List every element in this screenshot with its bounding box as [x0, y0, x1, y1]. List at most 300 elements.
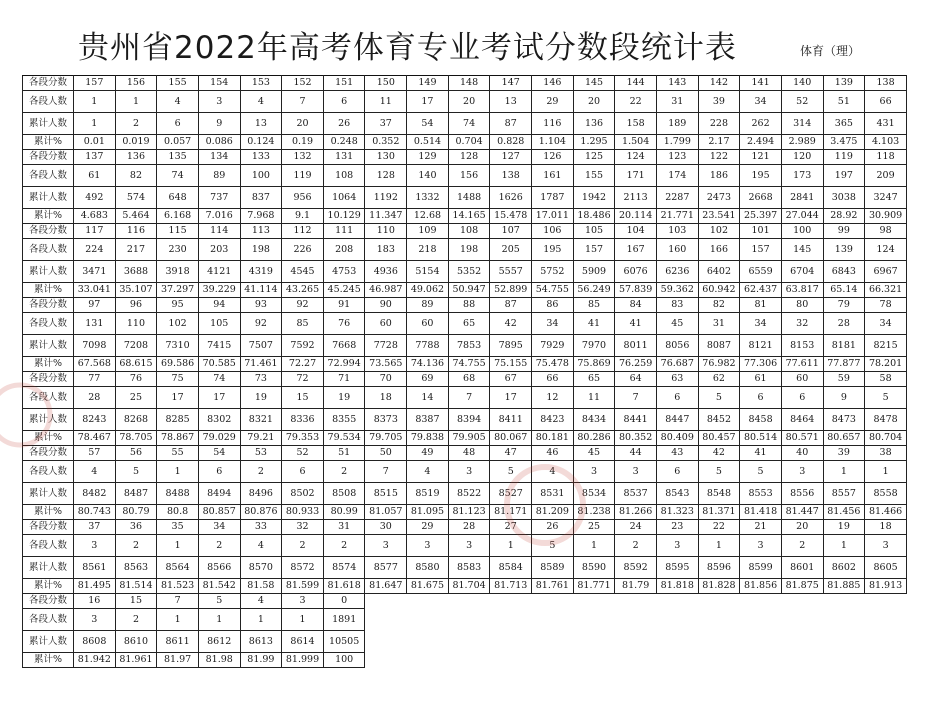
- row-label: 各段人数: [23, 91, 74, 113]
- score-cell: 63: [656, 372, 698, 387]
- count-cell: 217: [115, 239, 157, 261]
- cumulative-cell: 4319: [240, 261, 282, 283]
- score-cell: 144: [615, 76, 657, 91]
- count-cell: 1: [573, 535, 615, 557]
- percent-cell: 81.266: [615, 505, 657, 520]
- count-cell: 3: [365, 535, 407, 557]
- score-cell: 50: [365, 446, 407, 461]
- count-cell: 203: [198, 239, 240, 261]
- count-cell: 2: [240, 461, 282, 483]
- empty-cell: [407, 653, 449, 668]
- count-row: [23, 609, 907, 631]
- score-row: [23, 150, 907, 165]
- score-cell: 94: [198, 298, 240, 313]
- score-cell: 38: [865, 446, 907, 461]
- percent-cell: 81.97: [157, 653, 199, 668]
- count-cell: 34: [865, 313, 907, 335]
- row-label: 各段分数: [23, 446, 74, 461]
- empty-cell: [407, 594, 449, 609]
- count-cell: 195: [532, 239, 574, 261]
- cumulative-row: [23, 261, 907, 283]
- count-cell: 32: [781, 313, 823, 335]
- score-cell: 152: [282, 76, 324, 91]
- percent-cell: 0.124: [240, 135, 282, 150]
- score-cell: 98: [865, 224, 907, 239]
- cumulative-cell: 8566: [198, 557, 240, 579]
- cumulative-cell: 262: [740, 113, 782, 135]
- score-cell: 46: [532, 446, 574, 461]
- score-cell: 113: [240, 224, 282, 239]
- count-cell: 31: [698, 313, 740, 335]
- count-cell: 5: [740, 461, 782, 483]
- row-label: 累计%: [23, 431, 74, 446]
- score-cell: 121: [740, 150, 782, 165]
- score-cell: 54: [198, 446, 240, 461]
- count-cell: 19: [323, 387, 365, 409]
- row-label: 各段分数: [23, 520, 74, 535]
- score-cell: 88: [448, 298, 490, 313]
- percent-cell: 78.467: [74, 431, 116, 446]
- percent-cell: 81.79: [615, 579, 657, 594]
- cumulative-cell: 8181: [823, 335, 865, 357]
- percent-cell: 81.057: [365, 505, 407, 520]
- empty-cell: [448, 631, 490, 653]
- cumulative-cell: 956: [282, 187, 324, 209]
- percent-cell: 68.615: [115, 357, 157, 372]
- cumulative-cell: 8583: [448, 557, 490, 579]
- percent-cell: 80.657: [823, 431, 865, 446]
- percent-cell: 1.799: [656, 135, 698, 150]
- percent-cell: 50.947: [448, 283, 490, 298]
- score-cell: 36: [115, 520, 157, 535]
- cumulative-cell: 1332: [407, 187, 449, 209]
- cumulative-cell: 228: [698, 113, 740, 135]
- percent-cell: 56.249: [573, 283, 615, 298]
- score-cell: 21: [740, 520, 782, 535]
- cumulative-cell: 8373: [365, 409, 407, 431]
- count-cell: 205: [490, 239, 532, 261]
- cumulative-cell: 8473: [823, 409, 865, 431]
- count-cell: 6: [282, 461, 324, 483]
- cumulative-cell: 365: [823, 113, 865, 135]
- percent-cell: 76.259: [615, 357, 657, 372]
- percent-cell: 79.353: [282, 431, 324, 446]
- percent-cell: 0.057: [157, 135, 199, 150]
- count-cell: 3: [781, 461, 823, 483]
- empty-cell: [781, 609, 823, 631]
- percent-cell: 23.541: [698, 209, 740, 224]
- row-label: 各段分数: [23, 150, 74, 165]
- score-cell: 3: [282, 594, 324, 609]
- empty-cell: [656, 653, 698, 668]
- empty-cell: [865, 631, 907, 653]
- count-cell: 128: [365, 165, 407, 187]
- count-cell: 3: [615, 461, 657, 483]
- cumulative-cell: 8602: [823, 557, 865, 579]
- row-label: 累计%: [23, 209, 74, 224]
- count-cell: 41: [615, 313, 657, 335]
- cumulative-cell: 4936: [365, 261, 407, 283]
- score-cell: 74: [198, 372, 240, 387]
- percent-cell: 72.994: [323, 357, 365, 372]
- row-label: 各段人数: [23, 165, 74, 187]
- cumulative-cell: 87: [490, 113, 532, 135]
- row-label: 累计人数: [23, 409, 74, 431]
- percent-cell: 3.475: [823, 135, 865, 150]
- cumulative-cell: 8488: [157, 483, 199, 505]
- score-cell: 57: [74, 446, 116, 461]
- cumulative-cell: 7895: [490, 335, 532, 357]
- count-cell: 9: [823, 387, 865, 409]
- count-cell: 4: [240, 535, 282, 557]
- percent-cell: 75.478: [532, 357, 574, 372]
- cumulative-cell: 8558: [865, 483, 907, 505]
- cumulative-cell: 431: [865, 113, 907, 135]
- percent-cell: 81.942: [74, 653, 116, 668]
- count-cell: 173: [781, 165, 823, 187]
- score-cell: 115: [157, 224, 199, 239]
- count-row: [23, 165, 907, 187]
- cumulative-cell: 8508: [323, 483, 365, 505]
- percent-cell: 67.568: [74, 357, 116, 372]
- count-cell: 17: [407, 91, 449, 113]
- cumulative-cell: 8502: [282, 483, 324, 505]
- percent-cell: 63.817: [781, 283, 823, 298]
- cumulative-cell: 8434: [573, 409, 615, 431]
- count-cell: 198: [240, 239, 282, 261]
- empty-cell: [573, 594, 615, 609]
- row-label: 累计人数: [23, 187, 74, 209]
- percent-cell: 70.585: [198, 357, 240, 372]
- percent-cell: 74.755: [448, 357, 490, 372]
- score-cell: 101: [740, 224, 782, 239]
- score-cell: 99: [823, 224, 865, 239]
- empty-cell: [365, 631, 407, 653]
- score-row: [23, 372, 907, 387]
- score-cell: 62: [698, 372, 740, 387]
- score-cell: 64: [615, 372, 657, 387]
- count-cell: 3: [448, 461, 490, 483]
- score-cell: 103: [656, 224, 698, 239]
- count-cell: 85: [282, 313, 324, 335]
- percent-cell: 81.647: [365, 579, 407, 594]
- count-cell: 160: [656, 239, 698, 261]
- count-cell: 2: [615, 535, 657, 557]
- count-cell: 42: [490, 313, 532, 335]
- count-cell: 17: [157, 387, 199, 409]
- empty-cell: [573, 609, 615, 631]
- score-cell: 150: [365, 76, 407, 91]
- empty-cell: [698, 594, 740, 609]
- percent-cell: 28.92: [823, 209, 865, 224]
- percent-cell: 81.675: [407, 579, 449, 594]
- percent-cell: 81.818: [656, 579, 698, 594]
- cumulative-cell: 5557: [490, 261, 532, 283]
- row-label: 各段人数: [23, 239, 74, 261]
- empty-cell: [615, 609, 657, 631]
- percent-row: [23, 505, 907, 520]
- cumulative-cell: 8599: [740, 557, 782, 579]
- score-cell: 126: [532, 150, 574, 165]
- percent-cell: 81.447: [781, 505, 823, 520]
- score-cell: 52: [282, 446, 324, 461]
- cumulative-cell: 2841: [781, 187, 823, 209]
- cumulative-cell: 8153: [781, 335, 823, 357]
- count-row: [23, 91, 907, 113]
- count-cell: 76: [323, 313, 365, 335]
- score-cell: 51: [323, 446, 365, 461]
- percent-cell: 81.418: [740, 505, 782, 520]
- count-cell: 183: [365, 239, 407, 261]
- row-label: 各段分数: [23, 224, 74, 239]
- percent-cell: 1.104: [532, 135, 574, 150]
- score-cell: 106: [532, 224, 574, 239]
- empty-cell: [781, 631, 823, 653]
- score-cell: 134: [198, 150, 240, 165]
- cumulative-cell: 3918: [157, 261, 199, 283]
- percent-cell: 14.165: [448, 209, 490, 224]
- score-cell: 102: [698, 224, 740, 239]
- count-cell: 6: [781, 387, 823, 409]
- cumulative-cell: 8613: [240, 631, 282, 653]
- count-cell: 1: [490, 535, 532, 557]
- percent-cell: 0.01: [74, 135, 116, 150]
- percent-cell: 81.856: [740, 579, 782, 594]
- percent-cell: 71.461: [240, 357, 282, 372]
- score-cell: 154: [198, 76, 240, 91]
- cumulative-cell: 2668: [740, 187, 782, 209]
- cumulative-cell: 8592: [615, 557, 657, 579]
- empty-cell: [823, 653, 865, 668]
- score-cell: 75: [157, 372, 199, 387]
- percent-cell: 80.409: [656, 431, 698, 446]
- score-cell: 33: [240, 520, 282, 535]
- percent-cell: 6.168: [157, 209, 199, 224]
- cumulative-cell: 8215: [865, 335, 907, 357]
- score-row: [23, 298, 907, 313]
- cumulative-cell: 189: [656, 113, 698, 135]
- score-cell: 125: [573, 150, 615, 165]
- score-cell: 41: [740, 446, 782, 461]
- cumulative-cell: 7310: [157, 335, 199, 357]
- empty-cell: [698, 653, 740, 668]
- score-distribution-table: [22, 75, 907, 668]
- score-cell: 49: [407, 446, 449, 461]
- score-cell: 71: [323, 372, 365, 387]
- percent-cell: 81.542: [198, 579, 240, 594]
- percent-cell: 79.21: [240, 431, 282, 446]
- cumulative-cell: 8614: [282, 631, 324, 653]
- count-cell: 145: [781, 239, 823, 261]
- score-cell: 65: [573, 372, 615, 387]
- row-label: 各段人数: [23, 535, 74, 557]
- cumulative-cell: 8423: [532, 409, 574, 431]
- percent-row: [23, 431, 907, 446]
- empty-cell: [865, 594, 907, 609]
- cumulative-row: [23, 631, 907, 653]
- count-cell: 5: [490, 461, 532, 483]
- count-cell: 186: [698, 165, 740, 187]
- score-cell: 127: [490, 150, 532, 165]
- count-cell: 6: [740, 387, 782, 409]
- percent-cell: 77.611: [781, 357, 823, 372]
- cumulative-cell: 8056: [656, 335, 698, 357]
- cumulative-cell: 8522: [448, 483, 490, 505]
- score-row: [23, 76, 907, 91]
- count-cell: 14: [407, 387, 449, 409]
- score-cell: 140: [781, 76, 823, 91]
- cumulative-cell: 8563: [115, 557, 157, 579]
- cumulative-cell: 116: [532, 113, 574, 135]
- count-cell: 1: [823, 535, 865, 557]
- count-cell: 4: [407, 461, 449, 483]
- cumulative-cell: 8589: [532, 557, 574, 579]
- cumulative-cell: 8608: [74, 631, 116, 653]
- count-row: [23, 387, 907, 409]
- score-cell: 87: [490, 298, 532, 313]
- score-cell: 117: [74, 224, 116, 239]
- count-cell: 6: [656, 387, 698, 409]
- cumulative-cell: 7728: [365, 335, 407, 357]
- cumulative-cell: 8557: [823, 483, 865, 505]
- count-cell: 105: [198, 313, 240, 335]
- empty-cell: [615, 631, 657, 653]
- percent-cell: 62.437: [740, 283, 782, 298]
- score-cell: 0: [323, 594, 365, 609]
- cumulative-cell: 8519: [407, 483, 449, 505]
- score-cell: 16: [74, 594, 116, 609]
- count-cell: 1: [157, 609, 199, 631]
- empty-cell: [490, 631, 532, 653]
- percent-cell: 11.347: [365, 209, 407, 224]
- count-cell: 102: [157, 313, 199, 335]
- percent-cell: 4.103: [865, 135, 907, 150]
- cumulative-cell: 2113: [615, 187, 657, 209]
- score-cell: 40: [781, 446, 823, 461]
- count-cell: 82: [115, 165, 157, 187]
- cumulative-cell: 8482: [74, 483, 116, 505]
- count-cell: 5: [698, 387, 740, 409]
- score-cell: 44: [615, 446, 657, 461]
- cumulative-cell: 8243: [74, 409, 116, 431]
- count-cell: 4: [532, 461, 574, 483]
- score-cell: 111: [323, 224, 365, 239]
- count-cell: 4: [240, 91, 282, 113]
- percent-cell: 80.571: [781, 431, 823, 446]
- empty-cell: [823, 609, 865, 631]
- percent-cell: 46.987: [365, 283, 407, 298]
- percent-cell: 72.27: [282, 357, 324, 372]
- empty-cell: [532, 653, 574, 668]
- score-cell: 147: [490, 76, 532, 91]
- score-cell: 67: [490, 372, 532, 387]
- percent-cell: 7.016: [198, 209, 240, 224]
- row-label: 累计%: [23, 579, 74, 594]
- score-cell: 59: [823, 372, 865, 387]
- count-cell: 1: [198, 609, 240, 631]
- cumulative-cell: 8494: [198, 483, 240, 505]
- score-cell: 128: [448, 150, 490, 165]
- percent-cell: 80.933: [282, 505, 324, 520]
- cumulative-cell: 7788: [407, 335, 449, 357]
- empty-cell: [407, 631, 449, 653]
- percent-cell: 2.17: [698, 135, 740, 150]
- percent-cell: 80.8: [157, 505, 199, 520]
- percent-cell: 4.683: [74, 209, 116, 224]
- score-cell: 60: [781, 372, 823, 387]
- score-cell: 148: [448, 76, 490, 91]
- percent-cell: 77.877: [823, 357, 865, 372]
- cumulative-cell: 8387: [407, 409, 449, 431]
- score-cell: 15: [115, 594, 157, 609]
- count-cell: 25: [115, 387, 157, 409]
- percent-cell: 45.245: [323, 283, 365, 298]
- score-cell: 129: [407, 150, 449, 165]
- score-cell: 53: [240, 446, 282, 461]
- score-cell: 55: [157, 446, 199, 461]
- count-cell: 17: [198, 387, 240, 409]
- count-cell: 28: [74, 387, 116, 409]
- count-cell: 230: [157, 239, 199, 261]
- empty-cell: [490, 653, 532, 668]
- row-label: 各段分数: [23, 372, 74, 387]
- cumulative-cell: 2287: [656, 187, 698, 209]
- count-cell: 140: [407, 165, 449, 187]
- score-cell: 142: [698, 76, 740, 91]
- percent-cell: 78.867: [157, 431, 199, 446]
- percent-cell: 81.514: [115, 579, 157, 594]
- score-cell: 91: [323, 298, 365, 313]
- count-cell: 1: [240, 609, 282, 631]
- score-cell: 45: [573, 446, 615, 461]
- percent-cell: 80.79: [115, 505, 157, 520]
- cumulative-cell: 1064: [323, 187, 365, 209]
- count-cell: 34: [740, 313, 782, 335]
- score-cell: 122: [698, 150, 740, 165]
- cumulative-cell: 6559: [740, 261, 782, 283]
- percent-cell: 0.828: [490, 135, 532, 150]
- score-cell: 80: [781, 298, 823, 313]
- cumulative-cell: 3688: [115, 261, 157, 283]
- count-cell: 92: [240, 313, 282, 335]
- score-cell: 97: [74, 298, 116, 313]
- cumulative-cell: 5909: [573, 261, 615, 283]
- cumulative-cell: 8590: [573, 557, 615, 579]
- empty-cell: [740, 653, 782, 668]
- percent-cell: 81.238: [573, 505, 615, 520]
- cumulative-cell: 8531: [532, 483, 574, 505]
- cumulative-cell: 7098: [74, 335, 116, 357]
- score-cell: 26: [532, 520, 574, 535]
- score-cell: 37: [74, 520, 116, 535]
- count-cell: 157: [573, 239, 615, 261]
- cumulative-cell: 8605: [865, 557, 907, 579]
- count-cell: 1: [157, 535, 199, 557]
- percent-cell: 81.828: [698, 579, 740, 594]
- score-cell: 110: [365, 224, 407, 239]
- cumulative-cell: 1: [74, 113, 116, 135]
- count-cell: 3: [407, 535, 449, 557]
- percent-cell: 0.352: [365, 135, 407, 150]
- count-cell: 6: [323, 91, 365, 113]
- percent-cell: 7.968: [240, 209, 282, 224]
- empty-cell: [823, 631, 865, 653]
- cumulative-cell: 6236: [656, 261, 698, 283]
- cumulative-cell: 158: [615, 113, 657, 135]
- percent-row: [23, 283, 907, 298]
- score-cell: 18: [865, 520, 907, 535]
- cumulative-cell: 7415: [198, 335, 240, 357]
